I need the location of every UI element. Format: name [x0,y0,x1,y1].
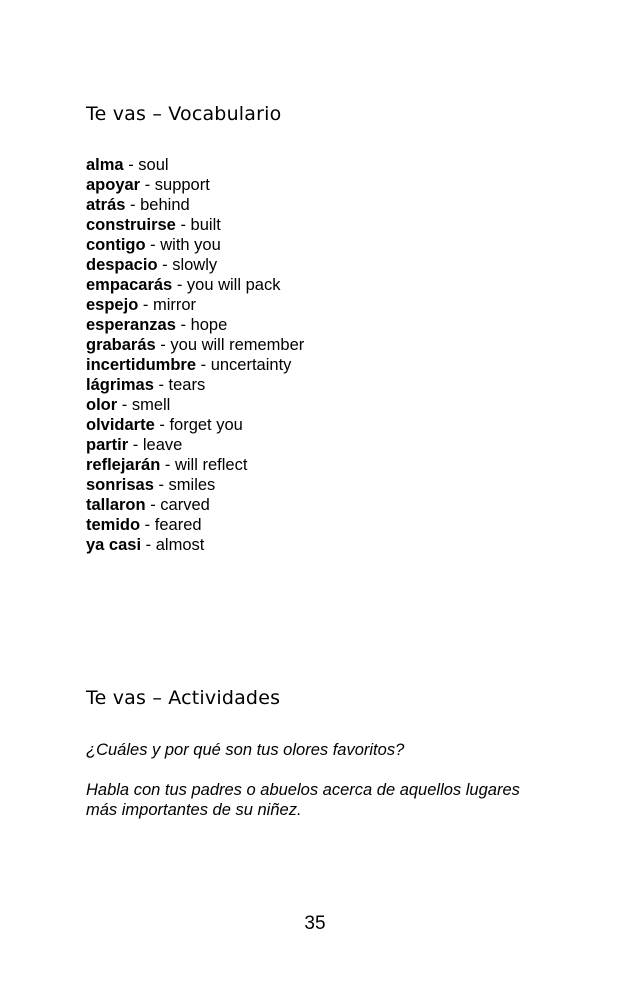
vocab-definition: built [190,216,221,234]
vocab-term: tallaron [86,496,146,514]
vocab-item: empacarás - you will pack [86,276,281,294]
vocab-definition: mirror [152,296,197,314]
vocab-item: grabarás - you will remember [86,336,305,354]
vocab-definition: forget you [169,416,243,434]
vocab-item: tallaron - carved [86,496,210,514]
activity-question: ¿Cuáles y por qué son tus olores favoritos? [86,741,405,759]
activity-question: Habla con tus padres o abuelos acerca de aquellos lugares más importantes de su niñez. [86,781,520,819]
vocabulary-title: Te vas – Vocabulario [86,103,282,125]
vocab-term: atrás [86,196,126,214]
vocab-item: reflejarán - will reflect [86,456,248,474]
vocab-term: sonrisas [86,476,154,494]
page-number: 35 [304,913,326,934]
vocab-term: olvidarte [86,416,155,434]
vocab-definition: leave [142,436,183,454]
vocab-term: apoyar [86,176,141,194]
vocab-item: incertidumbre - uncertainty [86,356,292,374]
vocabulary-list [86,155,304,555]
vocab-term: ya casi [86,536,142,554]
vocab-item: sonrisas - smiles [86,476,216,494]
vocab-item: alma - soul [86,156,169,174]
vocab-item: espejo - mirror [86,296,197,314]
vocab-item: lágrimas - tears [86,376,206,394]
vocab-definition: slowly [172,256,218,274]
vocab-item: apoyar - support [86,176,210,194]
vocab-definition: behind [140,196,190,214]
vocab-term: empacarás [86,276,173,294]
vocab-definition: you will pack [186,276,281,294]
vocab-definition: carved [160,496,210,514]
vocab-term: grabarás [86,336,156,354]
vocab-definition: almost [155,536,205,554]
vocab-definition: smiles [168,476,216,494]
vocab-item: ya casi - almost [86,536,205,554]
vocab-definition: tears [168,376,206,394]
vocab-definition: smell [131,396,171,414]
vocab-term: incertidumbre [86,356,197,374]
vocab-definition: soul [138,156,169,174]
vocab-item: construirse - built [86,216,221,234]
vocab-definition: hope [190,316,228,334]
vocab-term: alma [86,156,124,174]
vocab-definition: feared [154,516,202,534]
activities-title: Te vas – Actividades [86,687,281,709]
vocab-item: contigo - with you [86,236,221,254]
vocab-definition: uncertainty [210,356,292,374]
vocab-term: despacio [86,256,158,274]
vocab-term: espejo [86,296,139,314]
vocab-term: contigo [86,236,146,254]
vocab-term: lágrimas [86,376,154,394]
vocab-term: reflejarán [86,456,161,474]
vocab-item: esperanzas - hope [86,316,228,334]
vocab-term: olor [86,396,118,414]
vocab-term: construirse [86,216,176,234]
activities-questions [86,740,546,840]
vocab-definition: support [154,176,210,194]
vocab-definition: will reflect [174,456,248,474]
vocab-item: olvidarte - forget you [86,416,243,434]
vocab-item: temido - feared [86,516,202,534]
vocab-definition: with you [160,236,221,254]
vocab-item: despacio - slowly [86,256,218,274]
vocab-item: olor - smell [86,396,171,414]
vocab-item: atrás - behind [86,196,190,214]
vocab-item: partir - leave [86,436,183,454]
vocab-definition: you will remember [170,336,305,354]
vocab-term: esperanzas [86,316,176,334]
vocab-term: partir [86,436,129,454]
vocab-term: temido [86,516,141,534]
